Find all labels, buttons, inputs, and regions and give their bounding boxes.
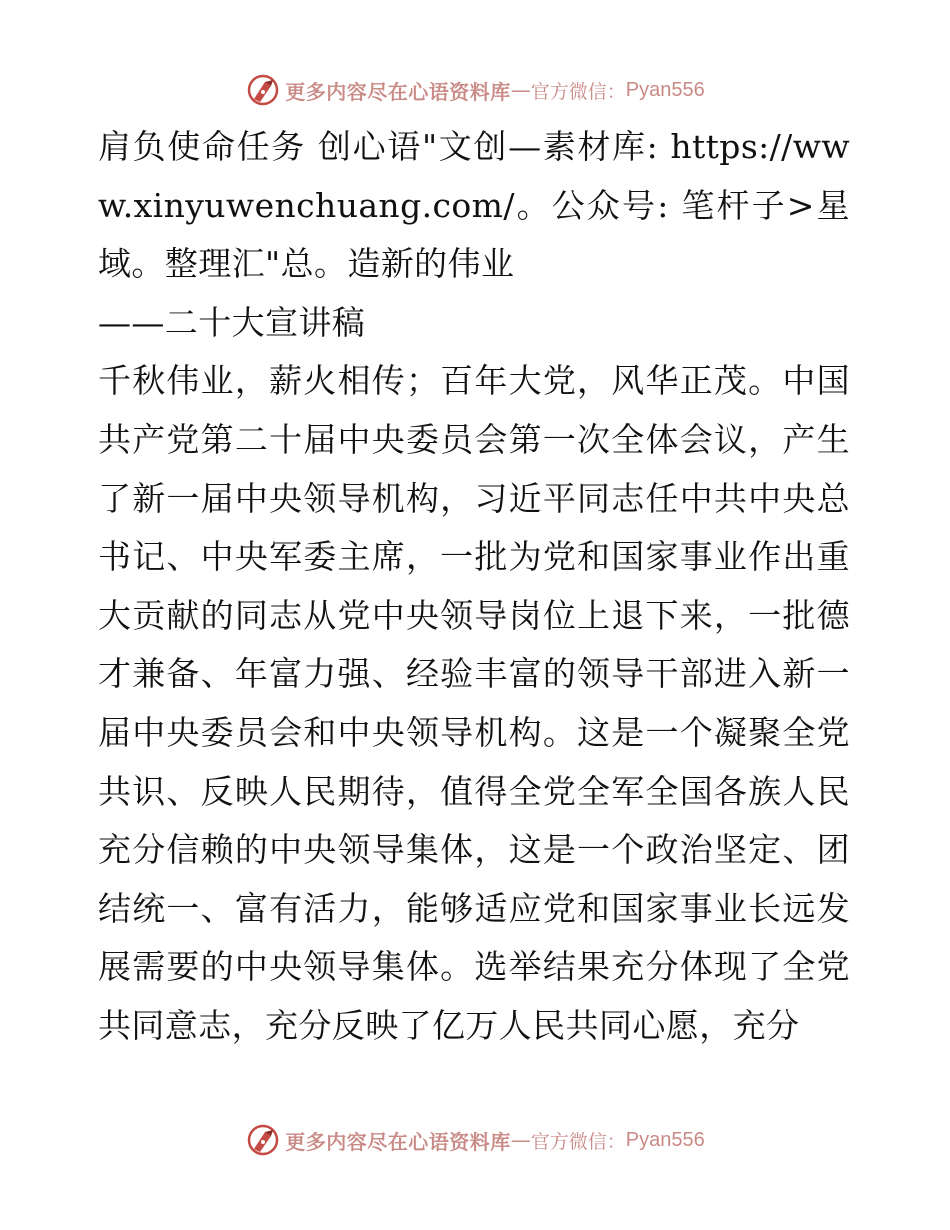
watermark-wechat-label: 官方微信：	[530, 1130, 626, 1153]
watermark-banner-bottom	[0, 1120, 950, 1160]
watermark-banner-top	[0, 70, 950, 110]
watermark-separator: —	[510, 1128, 531, 1152]
subtitle: ——二十大宣讲稿	[98, 302, 366, 342]
watermark-wechat-label: 官方微信：	[530, 80, 626, 103]
watermark-wechat-id: Pyan556	[625, 78, 705, 101]
pen-nib-icon	[245, 1122, 281, 1158]
watermark-wechat-id: Pyan556	[625, 1128, 705, 1151]
pen-nib-icon	[245, 72, 281, 108]
watermark-text: 更多内容尽在心语资料库	[285, 1129, 511, 1154]
watermark-text: 更多内容尽在心语资料库	[285, 79, 511, 104]
header-paragraph: 肩负使命任务 创心语"文创—素材库: https://www.xinyuwenchuang.com/。公众号: 笔杆子>星域。整理汇"总。造新的伟业	[98, 127, 850, 284]
watermark-separator: —	[510, 78, 531, 102]
document-body	[98, 118, 850, 1056]
body-paragraph: 千秋伟业，薪火相传；百年大党，风华正茂。中国共产党第二十届中央委员会第一次全体会议，产生了新一届中央领导机构，习近平同志任中共中央总书记、中央军委主席，一批为党和国家事业作出重大贡献的同志从党中央领导岗位上退下来，一批德才兼备、年富力强、经验丰富的领导干部进入新一届中央委员会和中央领导机构。这是一个凝聚全党共识、反映人民期待，值得全党全军全国各族人民充分信赖的中央领导集体，这是一个政治坚定、团结统一、富有活力，能够适应党和国家事业长远发展需要的中央领导集体。选举结果充分体现了全党共同意志，充分反映了亿万人民共同心愿，充分	[98, 361, 850, 1045]
